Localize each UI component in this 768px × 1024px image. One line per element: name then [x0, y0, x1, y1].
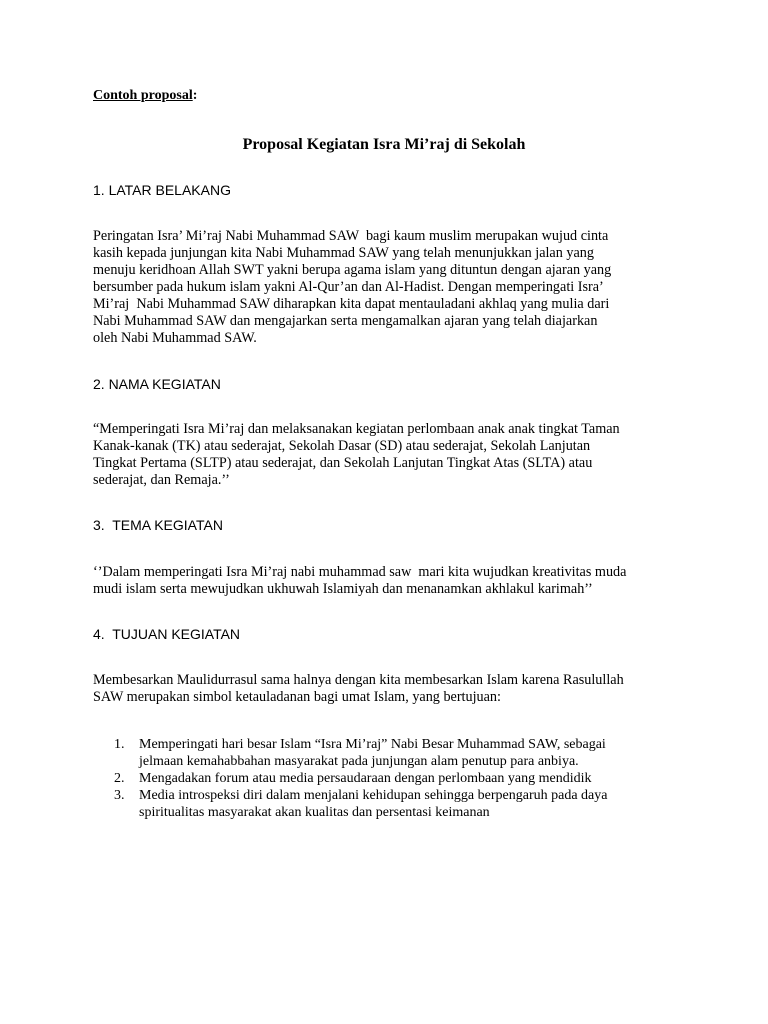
paragraph-line: Peringatan Isra’ Mi’raj Nabi Muhammad SAW bagi kaum muslim merupakan wujud cinta: [93, 228, 609, 244]
section-heading-nama-kegiatan: 2. NAMA KEGIATAN: [93, 376, 221, 392]
paragraph-line: Membesarkan Maulidurrasul sama halnya dengan kita membesarkan Islam karena Rasulullah: [93, 672, 624, 688]
paragraph-line: kasih kepada junjungan kita Nabi Muhammad SAW yang telah menunjukkan jalan yang: [93, 245, 594, 261]
list-item-number: 1.: [114, 737, 125, 752]
list-item: [114, 736, 674, 770]
section-paragraph-nama-kegiatan: [93, 421, 693, 489]
section-paragraph-tujuan-kegiatan: [93, 672, 693, 706]
section-heading-tujuan-kegiatan: 4. TUJUAN KEGIATAN: [93, 626, 241, 642]
list-item-line: jelmaan kemahabbahan masyarakat pada junjungan alam penutup para anbiya.: [139, 754, 579, 769]
paragraph-line: Tingkat Pertama (SLTP) atau sederajat, dan Sekolah Lanjutan Tingkat Atas (SLTA) atau: [93, 455, 593, 471]
list-item-number: 3.: [114, 788, 125, 803]
list-item: [114, 787, 674, 821]
list-item-number: 2.: [114, 771, 125, 786]
paragraph-line: sederajat, dan Remaja.’’: [93, 472, 230, 488]
list-item-line: Memperingati hari besar Islam “Isra Mi’raj” Nabi Besar Muhammad SAW, sebagai: [139, 737, 606, 752]
objectives-list: [114, 736, 674, 821]
document-label-text: Contoh proposal: [93, 88, 193, 103]
list-item-line: spiritualitas masyarakat akan kualitas dan persentasi keimanan: [139, 805, 490, 820]
paragraph-line: menuju keridhoan Allah SWT yakni berupa agama islam yang dituntun dengan ajaran yang: [93, 262, 612, 278]
section-paragraph-tema-kegiatan: [93, 564, 693, 598]
list-item: [114, 770, 674, 787]
list-item-line: Mengadakan forum atau media persaudaraan dengan perlombaan yang mendidik: [139, 771, 592, 786]
paragraph-line: SAW merupakan simbol ketauladanan bagi umat Islam, yang bertujuan:: [93, 689, 501, 705]
paragraph-line: bersumber pada hukum islam yakni Al-Qur’an dan Al-Hadist. Dengan memperingati Isra’: [93, 279, 604, 295]
paragraph-line: Kanak-kanak (TK) atau sederajat, Sekolah Dasar (SD) atau sederajat, Sekolah Lanjutan: [93, 438, 591, 454]
paragraph-line: oleh Nabi Muhammad SAW.: [93, 330, 257, 346]
section-heading-latar-belakang: 1. LATAR BELAKANG: [93, 182, 231, 198]
document-title: Proposal Kegiatan Isra Mi’raj di Sekolah: [242, 136, 526, 153]
paragraph-line: “Memperingati Isra Mi’raj dan melaksanakan kegiatan perlombaan anak anak tingkat Taman: [93, 421, 620, 437]
paragraph-line: ‘’Dalam memperingati Isra Mi’raj nabi muhammad saw mari kita wujudkan kreativitas muda: [93, 564, 627, 580]
list-item-line: Media introspeksi diri dalam menjalani kehidupan sehingga berpengaruh pada daya: [139, 788, 608, 803]
section-paragraph-latar-belakang: [93, 228, 693, 347]
section-heading-tema-kegiatan: 3. TEMA KEGIATAN: [93, 517, 223, 533]
paragraph-line: Nabi Muhammad SAW dan mengajarkan serta mengamalkan ajaran yang telah diajarkan: [93, 313, 598, 329]
document-label: [93, 88, 197, 104]
document-label-colon: :: [192, 88, 198, 103]
paragraph-line: Mi’raj Nabi Muhammad SAW diharapkan kita dapat mentauladani akhlaq yang mulia dari: [93, 296, 610, 312]
paragraph-line: mudi islam serta mewujudkan ukhuwah Islamiyah dan menanamkan akhlakul karimah’’: [93, 581, 593, 597]
